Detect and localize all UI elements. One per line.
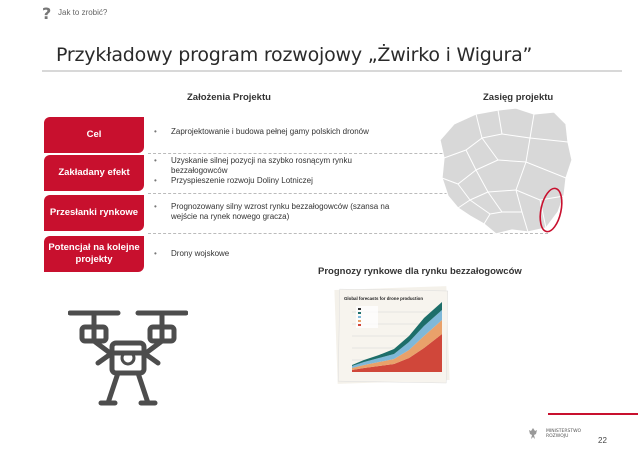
question-mark-icon: ? bbox=[42, 4, 52, 23]
ministry-logo-text bbox=[546, 429, 581, 439]
ministry-name-line2: ROZWOJU bbox=[546, 434, 569, 439]
bullet-text: Zaprojektowanie i budowa pełnej gamy polskich dronów bbox=[171, 127, 369, 136]
bullet-text: Drony wojskowe bbox=[171, 249, 230, 258]
bullet-text: Przyspieszenie rozwoju Doliny Lotniczej bbox=[171, 176, 313, 185]
section-header-zasieg: Zasięg projektu bbox=[483, 92, 554, 103]
row-label-przeslanki-rynkowe: Przesłanki rynkowe bbox=[44, 195, 144, 231]
bullet-text: Uzyskanie silnej pozycji na szybko rosnącym rynku bezzałogowców bbox=[171, 156, 352, 175]
row-bullets-przeslanki bbox=[154, 202, 411, 222]
drone-forecast-chart-image bbox=[334, 286, 452, 386]
section-header-zalozenia: Założenia Projektu bbox=[187, 92, 271, 103]
top-bar bbox=[0, 0, 638, 30]
drone-icon bbox=[68, 303, 188, 407]
row-bullets-cel bbox=[154, 127, 471, 137]
ministry-name-line1: MINISTERSTWO bbox=[546, 429, 582, 434]
row-label-cel: Cel bbox=[44, 117, 144, 153]
row-bullets-zakladany-efekt bbox=[154, 156, 396, 186]
row-label-zakladany-efekt: Zakładany efekt bbox=[44, 155, 144, 191]
bullet-marker: • bbox=[154, 176, 157, 185]
bullet-text: Prognozowany silny wzrost rynku bezzałogowców (szansa na wejście na rynek nowego gracza) bbox=[171, 202, 390, 221]
chart-title-text: Global forecasts for drone production bbox=[344, 296, 424, 301]
topbar-label: Jak to zrobić? bbox=[58, 8, 108, 17]
footer-accent-line bbox=[548, 413, 638, 415]
row-label-potencjal: Potencjał na kolejne projekty bbox=[44, 236, 144, 272]
bullet-marker: • bbox=[154, 156, 157, 165]
eagle-emblem-icon bbox=[528, 427, 538, 441]
poland-map-icon bbox=[436, 104, 576, 240]
section-header-prognozy: Prognozy rynkowe dla rynku bezzałogowców bbox=[318, 266, 522, 277]
page-number: 22 bbox=[598, 436, 607, 445]
title-divider bbox=[42, 70, 622, 72]
bullet-marker: • bbox=[154, 127, 157, 136]
page-title: Przykładowy program rozwojowy „Żwirko i Wigura” bbox=[56, 44, 533, 66]
row-bullets-potencjal bbox=[154, 249, 396, 259]
bullet-marker: • bbox=[154, 249, 157, 258]
bullet-marker: • bbox=[154, 202, 157, 211]
